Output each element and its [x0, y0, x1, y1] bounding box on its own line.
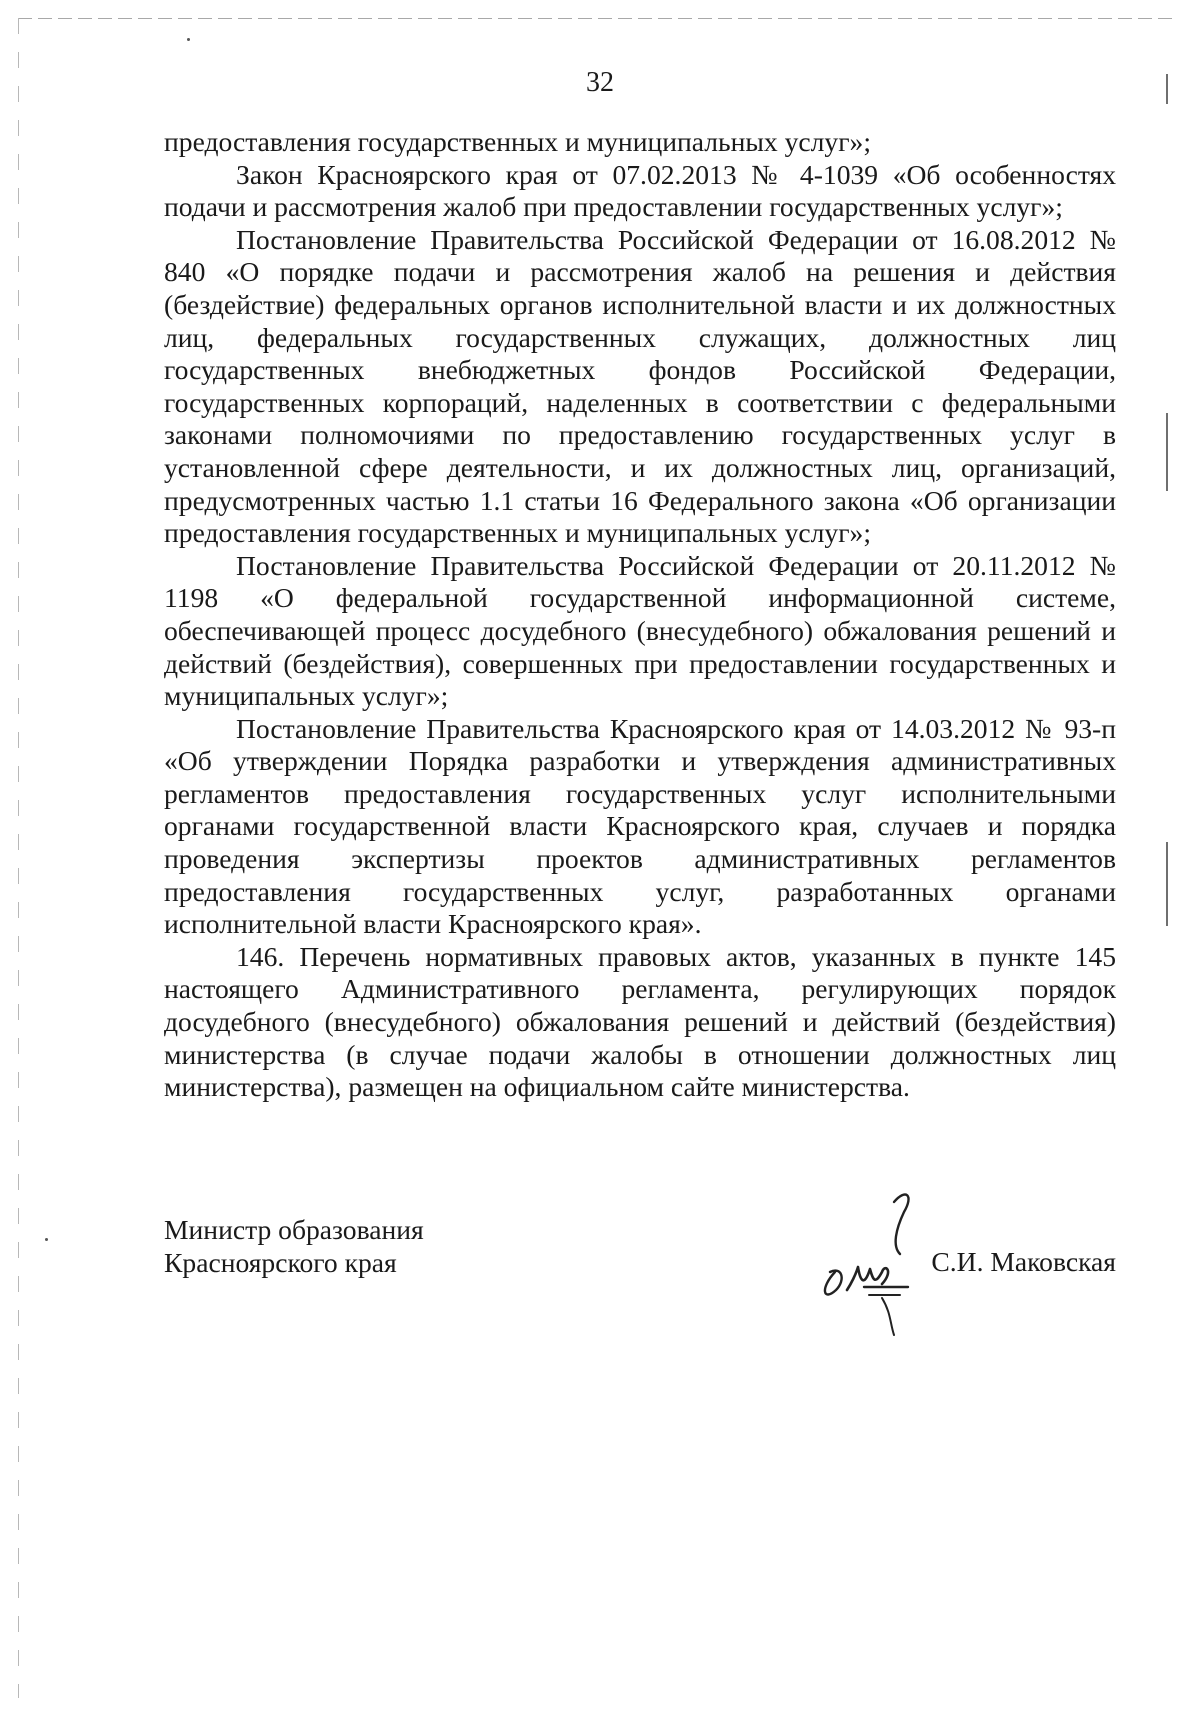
scan-dot	[45, 1238, 48, 1241]
page-number: 32	[586, 67, 614, 98]
paragraph-continuation: предоставления государственных и муниципальных услуг»;	[164, 126, 871, 157]
paragraph-resolution-93p: Постановление Правительства Красноярского края от 14.03.2012 № 93-п «Об утверждении Порядка разработки и утверждения административных регламентов предоставления государственных услуг исполнительными органами государственной власти Красноярского края, случаев и порядка проведения экспертизы проектов административных регламентов предоставления государственных услуг, разработанных органами исполнительной власти Красноярского края».	[164, 712, 1116, 940]
scan-left-edge	[18, 18, 19, 1698]
scan-top-edge	[18, 18, 1178, 19]
scan-dot	[187, 38, 190, 41]
signatory-position	[164, 1214, 524, 1279]
scan-right-mark	[1166, 413, 1168, 491]
paragraph-law-krasnoyarsk: Закон Красноярского края от 07.02.2013 № 4-1039 «Об особенностях подачи и рассмотрения жалоб при предоставлении государственных услуг»;	[164, 158, 1116, 223]
position-line: Министр образования	[164, 1214, 424, 1245]
paragraph-item-146: 146. Перечень нормативных правовых актов, указанных в пункте 145 настоящего Административного регламента, регулирующих порядок досудебного (внесудебного) обжалования решений и действий (бездействия) министерства (в случае подачи жалобы в отношении должностных лиц министерства), размещен на официальном сайте министерства.	[164, 940, 1116, 1103]
position-line: Красноярского края	[164, 1246, 397, 1278]
scan-right-mark	[1166, 842, 1168, 926]
signatory-name: С.И. Маковская	[931, 1246, 1116, 1277]
document-body	[164, 126, 1116, 1104]
signature-block	[164, 1214, 1116, 1354]
paragraph-resolution-840: Постановление Правительства Российской Федерации от 16.08.2012 № 840 «О порядке подачи и рассмотрения жалоб на решения и действия (бездействие) федеральных органов исполнительной власти и их должностных лиц, федеральных государственных служащих, должностных лиц государственных внебюджетных фондов Российской Федерации, государственных корпораций, наделенных в соответствии с федеральными законами полномочиями по предоставлению государственных услуг в установленной сфере деятельности, и их должностных лиц, организаций, предусмотренных частью 1.1 статьи 16 Федерального закона «Об организации предоставления государственных и муниципальных услуг»;	[164, 223, 1116, 549]
paragraph-resolution-1198: Постановление Правительства Российской Федерации от 20.11.2012 № 1198 «О федеральной государственной информационной системе, обеспечивающей процесс досудебного (внесудебного) обжалования решений и действий (бездействия), совершенных при предоставлении государственных и муниципальных услуг»;	[164, 549, 1116, 712]
